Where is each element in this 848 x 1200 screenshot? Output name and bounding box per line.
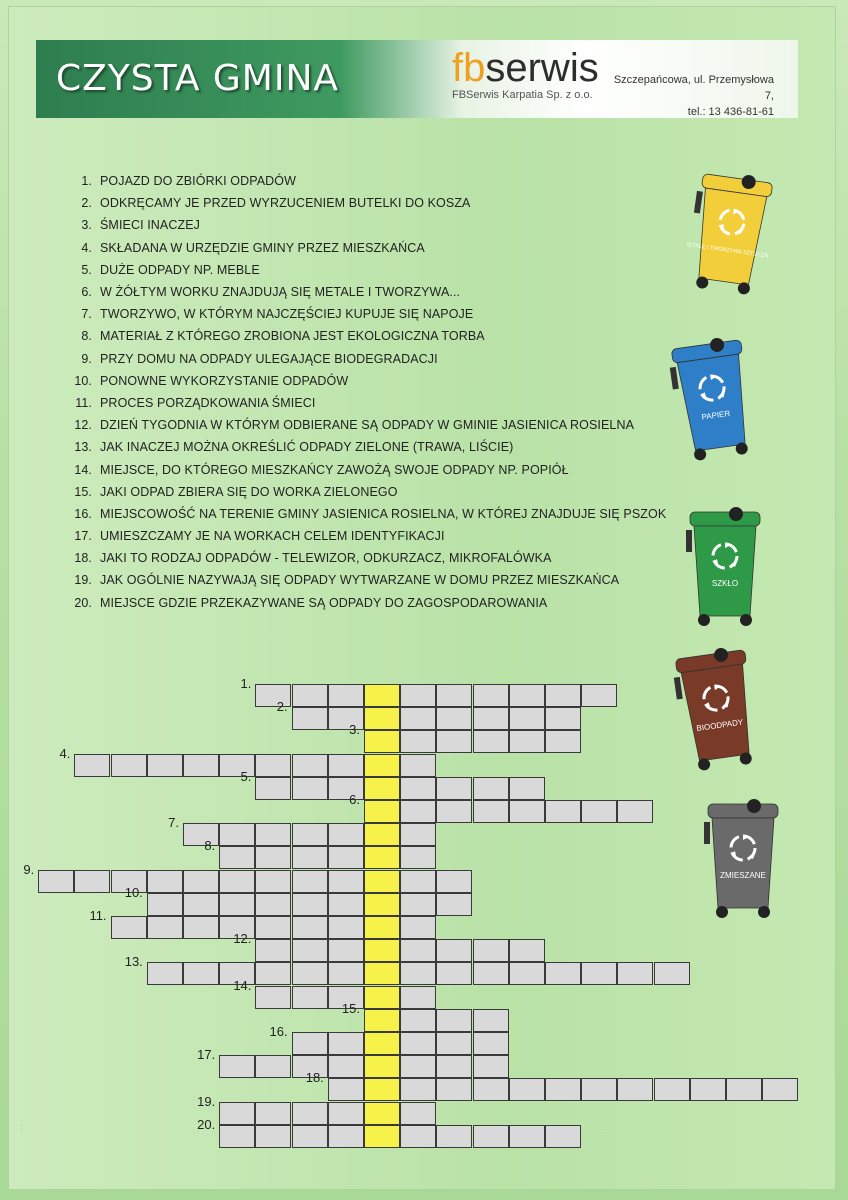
crossword-cell[interactable] [255,1055,291,1078]
clue-item [56,547,676,569]
clue-text: PROCES PORZĄDKOWANIA ŚMIECI [100,395,316,410]
clue-number: 5. [81,262,92,277]
crossword-row-number: 14. [233,977,252,993]
crossword-cell[interactable] [436,962,472,985]
crossword-cell[interactable] [328,684,364,707]
crossword-cell[interactable] [255,846,291,869]
crossword-cell[interactable] [219,846,255,869]
crossword-row-number: 9. [23,861,35,877]
crossword-cell[interactable] [328,846,364,869]
clue-item [56,325,676,347]
crossword-cell[interactable] [473,684,509,707]
crossword-cell[interactable] [400,870,436,893]
crossword-row-number: 20. [197,1116,216,1132]
crossword-cell[interactable] [111,754,147,777]
crossword-cell[interactable] [545,1125,581,1148]
clue-text: JAK INACZEJ MOŻNA OKREŚLIĆ ODPADY ZIELONE (TRAWA, LIŚCIE) [100,440,514,455]
bin-label: BIOODPADY [695,717,744,734]
clue-item [56,170,676,192]
page-mark: : [20,1122,23,1133]
crossword-cell[interactable] [545,707,581,730]
crossword-cell[interactable] [400,939,436,962]
crossword-cell[interactable] [436,1125,472,1148]
crossword-row-number: 11. [89,908,107,923]
crossword-cell[interactable] [292,684,328,707]
crossword-cell[interactable] [292,823,328,846]
crossword-row-number: 3. [349,722,360,738]
clue-text: POJAZD DO ZBIÓRKI ODPADÓW [100,174,297,189]
crossword-cell[interactable] [400,962,436,985]
clue-item [56,237,676,259]
crossword-cell[interactable] [255,1102,291,1125]
crossword-cell[interactable] [219,893,255,916]
crossword-cell[interactable] [328,1078,364,1101]
crossword-cell[interactable] [509,962,545,985]
crossword-cell[interactable] [147,754,183,777]
waste-bin [702,790,784,920]
crossword-cell[interactable] [328,1055,364,1078]
clue-text: TWORZYWO, W KTÓRYM NAJCZĘŚCIEJ KUPUJE SIĘ NAPOJE [100,307,474,322]
clue-text: DZIEŃ TYGODNIA W KTÓRYM ODBIERANE SĄ ODPADY W GMINIE JASIENICA ROSIELNA [100,418,635,433]
clue-number: 2. [81,196,92,211]
crossword-key-cell[interactable] [364,870,400,893]
crossword-key-cell[interactable] [364,754,400,777]
crossword-cell[interactable] [400,1055,436,1078]
crossword-cell[interactable] [436,1078,472,1101]
crossword-cell[interactable] [183,754,219,777]
crossword-cell[interactable] [328,962,364,985]
crossword-row-number: 18. [305,1070,324,1086]
clue-text: W ŻÓŁTYM WORKU ZNAJDUJĄ SIĘ METALE I TWORZYWA... [100,285,461,300]
crossword-cell[interactable] [473,777,509,800]
clue-number: 16. [74,506,92,521]
crossword-cell[interactable] [473,800,509,823]
crossword-cell[interactable] [473,1055,509,1078]
crossword-cell[interactable] [328,939,364,962]
crossword-cell[interactable] [473,730,509,753]
crossword-cell[interactable] [400,684,436,707]
company-logo [452,48,599,101]
clue-list [56,170,676,614]
clue-item [56,192,676,214]
crossword-cell[interactable] [400,707,436,730]
crossword-cell[interactable] [292,870,328,893]
crossword-key-cell[interactable] [364,846,400,869]
crossword-cell[interactable] [617,1078,653,1101]
crossword-row-number: 16. [269,1024,288,1039]
bin-label: SZKŁO [711,579,739,588]
crossword-cell[interactable] [617,962,653,985]
crossword-row-number: 12. [233,931,252,947]
crossword-cell[interactable] [436,893,472,916]
crossword-cell[interactable] [219,823,255,846]
crossword-cell[interactable] [255,939,291,962]
clue-item [56,592,676,614]
crossword-cell[interactable] [292,893,328,916]
crossword-key-cell[interactable] [364,707,400,730]
crossword-cell[interactable] [436,1032,472,1055]
crossword-cell[interactable] [183,870,219,893]
crossword-cell[interactable] [183,962,219,985]
crossword-key-cell[interactable] [364,986,400,1009]
crossword-cell[interactable] [147,916,183,939]
crossword-cell[interactable] [111,916,147,939]
crossword-cell[interactable] [328,916,364,939]
clue-number: 4. [81,240,92,255]
crossword-cell[interactable] [74,870,110,893]
crossword-cell[interactable] [509,777,545,800]
crossword-cell[interactable] [38,870,74,893]
crossword-cell[interactable] [292,1032,328,1055]
clue-text: ŚMIECI INACZEJ [100,218,201,233]
clue-text: MATERIAŁ Z KTÓREGO ZROBIONA JEST EKOLOGICZNA TORBA [100,329,485,344]
crossword-cell[interactable] [400,916,436,939]
crossword-cell[interactable] [292,1125,328,1148]
crossword-cell[interactable] [762,1078,798,1101]
crossword-cell[interactable] [292,754,328,777]
crossword-cell[interactable] [328,893,364,916]
page-mark: . [604,1122,607,1133]
crossword-cell[interactable] [292,1102,328,1125]
crossword-cell[interactable] [581,1078,617,1101]
clue-item [56,458,676,480]
crossword-cell[interactable] [328,1032,364,1055]
crossword-cell[interactable] [255,870,291,893]
clue-item [56,303,676,325]
crossword-cell[interactable] [292,846,328,869]
crossword-cell[interactable] [400,823,436,846]
logo-fb-text: fb [452,46,486,90]
clue-item [56,348,676,370]
company-address [606,72,774,120]
crossword-key-cell[interactable] [364,916,400,939]
crossword-key-cell[interactable] [364,800,400,823]
crossword-cell[interactable] [328,1102,364,1125]
crossword-cell[interactable] [545,962,581,985]
crossword-cell[interactable] [292,939,328,962]
crossword-cell[interactable] [509,707,545,730]
crossword-cell[interactable] [183,916,219,939]
crossword-row-number: 8. [204,838,216,854]
crossword-cell[interactable] [255,893,291,916]
crossword-row-number: 4. [59,745,71,761]
clue-text: SKŁADANA W URZĘDZIE GMINY PRZEZ MIESZKAŃCA [100,240,425,255]
crossword-row-number: 17. [197,1047,216,1063]
crossword-cell[interactable] [219,1055,255,1078]
clue-number: 1. [81,174,92,189]
crossword-key-cell[interactable] [364,1009,400,1032]
crossword-cell[interactable] [400,986,436,1009]
clue-number: 20. [74,595,92,610]
crossword-cell[interactable] [473,1032,509,1055]
crossword-key-cell[interactable] [364,1102,400,1125]
crossword-cell[interactable] [545,730,581,753]
crossword-cell[interactable] [219,1102,255,1125]
clue-text: ODKRĘCAMY JE PRZED WYRZUCENIEM BUTELKI DO KOSZA [100,196,471,211]
crossword-cell[interactable] [690,1078,726,1101]
clue-text: PRZY DOMU NA ODPADY ULEGAJĄCE BIODEGRADACJI [100,351,438,366]
crossword-cell[interactable] [400,754,436,777]
crossword-cell[interactable] [255,986,291,1009]
crossword-cell[interactable] [654,962,690,985]
crossword-row-number: 10. [124,884,143,900]
crossword-cell[interactable] [473,1125,509,1148]
crossword-cell[interactable] [400,1102,436,1125]
clue-number: 18. [74,551,92,566]
clue-number: 9. [81,351,92,366]
crossword-key-cell[interactable] [364,893,400,916]
crossword-cell[interactable] [436,939,472,962]
clue-number: 19. [74,573,92,588]
crossword-cell[interactable] [147,893,183,916]
crossword-cell[interactable] [328,1125,364,1148]
crossword-cell[interactable] [255,777,291,800]
crossword-cell[interactable] [436,870,472,893]
crossword-cell[interactable] [400,800,436,823]
clue-text: UMIESZCZAMY JE NA WORKACH CELEM IDENTYFIKACJI [100,529,445,544]
crossword-cell[interactable] [400,1032,436,1055]
crossword-cell[interactable] [255,916,291,939]
crossword-cell[interactable] [545,800,581,823]
waste-bin [684,498,766,628]
crossword-key-cell[interactable] [364,962,400,985]
crossword-cell[interactable] [545,684,581,707]
crossword-key-cell[interactable] [364,1055,400,1078]
clue-text: MIEJSCE GDZIE PRZEKAZYWANE SĄ ODPADY DO ZAGOSPODAROWANIA [100,595,548,610]
crossword-cell[interactable] [292,962,328,985]
clue-number: 13. [74,440,92,455]
crossword-cell[interactable] [581,684,617,707]
clue-item [56,525,676,547]
crossword-cell[interactable] [473,1009,509,1032]
clue-item [56,259,676,281]
clue-item [56,414,676,436]
crossword-cell[interactable] [509,1078,545,1101]
clue-number: 7. [81,307,92,322]
clue-item [56,214,676,236]
clue-number: 15. [74,484,92,499]
crossword-cell[interactable] [328,870,364,893]
crossword-row-number: 1. [240,676,252,691]
clue-item [56,392,676,414]
bin-label: PAPIER [700,408,731,422]
crossword-cell[interactable] [581,800,617,823]
crossword-row-number: 15. [341,1000,360,1016]
crossword-row-number: 6. [349,792,360,807]
crossword-cell[interactable] [726,1078,762,1101]
crossword-cell[interactable] [400,1078,436,1101]
crossword-row-number: 2. [276,699,288,715]
clue-item [56,569,676,591]
crossword-cell[interactable] [581,962,617,985]
crossword-key-cell[interactable] [364,1125,400,1148]
crossword-cell[interactable] [292,986,328,1009]
clue-text: DUŻE ODPADY NP. MEBLE [100,262,260,277]
crossword-key-cell[interactable] [364,939,400,962]
crossword-cell[interactable] [436,1009,472,1032]
clue-number: 8. [81,329,92,344]
crossword-key-cell[interactable] [364,1078,400,1101]
page-title: CZYSTA GMINA [56,58,340,99]
crossword-key-cell[interactable] [364,1032,400,1055]
clue-text: JAK OGÓLNIE NAZYWAJĄ SIĘ ODPADY WYTWARZANE W DOMU PRZEZ MIESZKAŃCA [100,573,620,588]
crossword-cell[interactable] [545,1078,581,1101]
crossword-cell[interactable] [400,1009,436,1032]
crossword-cell[interactable] [436,1055,472,1078]
logo-subtitle: FBSerwis Karpatia Sp. z o.o. [452,89,593,101]
clue-number: 12. [74,418,92,433]
crossword-cell[interactable] [219,870,255,893]
crossword-cell[interactable] [400,893,436,916]
crossword-cell[interactable] [400,777,436,800]
crossword-cell[interactable] [74,754,110,777]
crossword-cell[interactable] [473,707,509,730]
crossword-row-number: 19. [197,1093,216,1109]
clue-text: MIEJSCE, DO KTÓREGO MIESZKAŃCY ZAWOŻĄ SWOJE ODPADY NP. POPIÓŁ [100,462,569,477]
clue-number: 11. [75,395,92,410]
clue-item [56,503,676,525]
crossword-cell[interactable] [255,754,291,777]
crossword-cell[interactable] [509,684,545,707]
clue-item [56,436,676,458]
clue-number: 3. [81,218,92,233]
crossword-cell[interactable] [292,707,328,730]
bin-label: METALE I TWORZYWA SZTUCZNE [683,241,773,260]
crossword-cell[interactable] [400,846,436,869]
crossword-cell[interactable] [400,730,436,753]
clue-number: 17. [74,529,92,544]
crossword-cell[interactable] [292,916,328,939]
crossword-cell[interactable] [436,707,472,730]
clue-number: 10. [74,373,92,388]
address-line-1: Szczepańcowa, ul. Przemysłowa 7, [613,74,774,102]
crossword-cell[interactable] [255,962,291,985]
address-line-2: tel.: 13 436-81-61 [687,106,774,118]
crossword-cell[interactable] [436,730,472,753]
crossword-cell[interactable] [255,823,291,846]
crossword-cell[interactable] [509,730,545,753]
crossword-cell[interactable] [328,754,364,777]
crossword-cell[interactable] [219,1125,255,1148]
crossword-row-number: 7. [168,815,179,831]
crossword-cell[interactable] [473,1078,509,1101]
crossword-key-cell[interactable] [364,684,400,707]
crossword-cell[interactable] [654,1078,690,1101]
crossword-cell[interactable] [436,800,472,823]
crossword-cell[interactable] [617,800,653,823]
crossword-key-cell[interactable] [364,730,400,753]
crossword-cell[interactable] [400,1125,436,1148]
crossword-key-cell[interactable] [364,777,400,800]
clue-text: MIEJSCOWOŚĆ NA TERENIE GMINY JASIENICA ROSIELNA, W KTÓREJ ZNAJDUJE SIĘ PSZOK [100,506,667,521]
crossword-cell[interactable] [255,1125,291,1148]
crossword-key-cell[interactable] [364,823,400,846]
crossword-cell[interactable] [328,823,364,846]
crossword-cell[interactable] [509,939,545,962]
clue-item [56,281,676,303]
crossword-cell[interactable] [436,777,472,800]
clue-number: 14. [74,462,92,477]
crossword-cell[interactable] [509,1125,545,1148]
clue-item [56,481,676,503]
clue-text: JAKI TO RODZAJ ODPADÓW - TELEWIZOR, ODKURZACZ, MIKROFALÓWKA [100,551,552,566]
crossword-row-number: 5. [240,768,252,784]
crossword-cell[interactable] [183,893,219,916]
clue-number: 6. [81,285,92,300]
crossword-cell[interactable] [509,800,545,823]
crossword-cell[interactable] [436,684,472,707]
clue-item [56,370,676,392]
crossword-row-number: 13. [124,954,143,970]
crossword-cell[interactable] [147,870,183,893]
clue-text: JAKI ODPAD ZBIERA SIĘ DO WORKA ZIELONEGO [100,484,398,499]
crossword-cell[interactable] [147,962,183,985]
crossword-cell[interactable] [292,777,328,800]
clue-text: PONOWNE WYKORZYSTANIE ODPADÓW [100,373,349,388]
logo-serwis-text: serwis [485,46,599,90]
bin-label: ZMIESZANE [720,871,766,880]
crossword-cell[interactable] [473,939,509,962]
crossword-cell[interactable] [473,962,509,985]
